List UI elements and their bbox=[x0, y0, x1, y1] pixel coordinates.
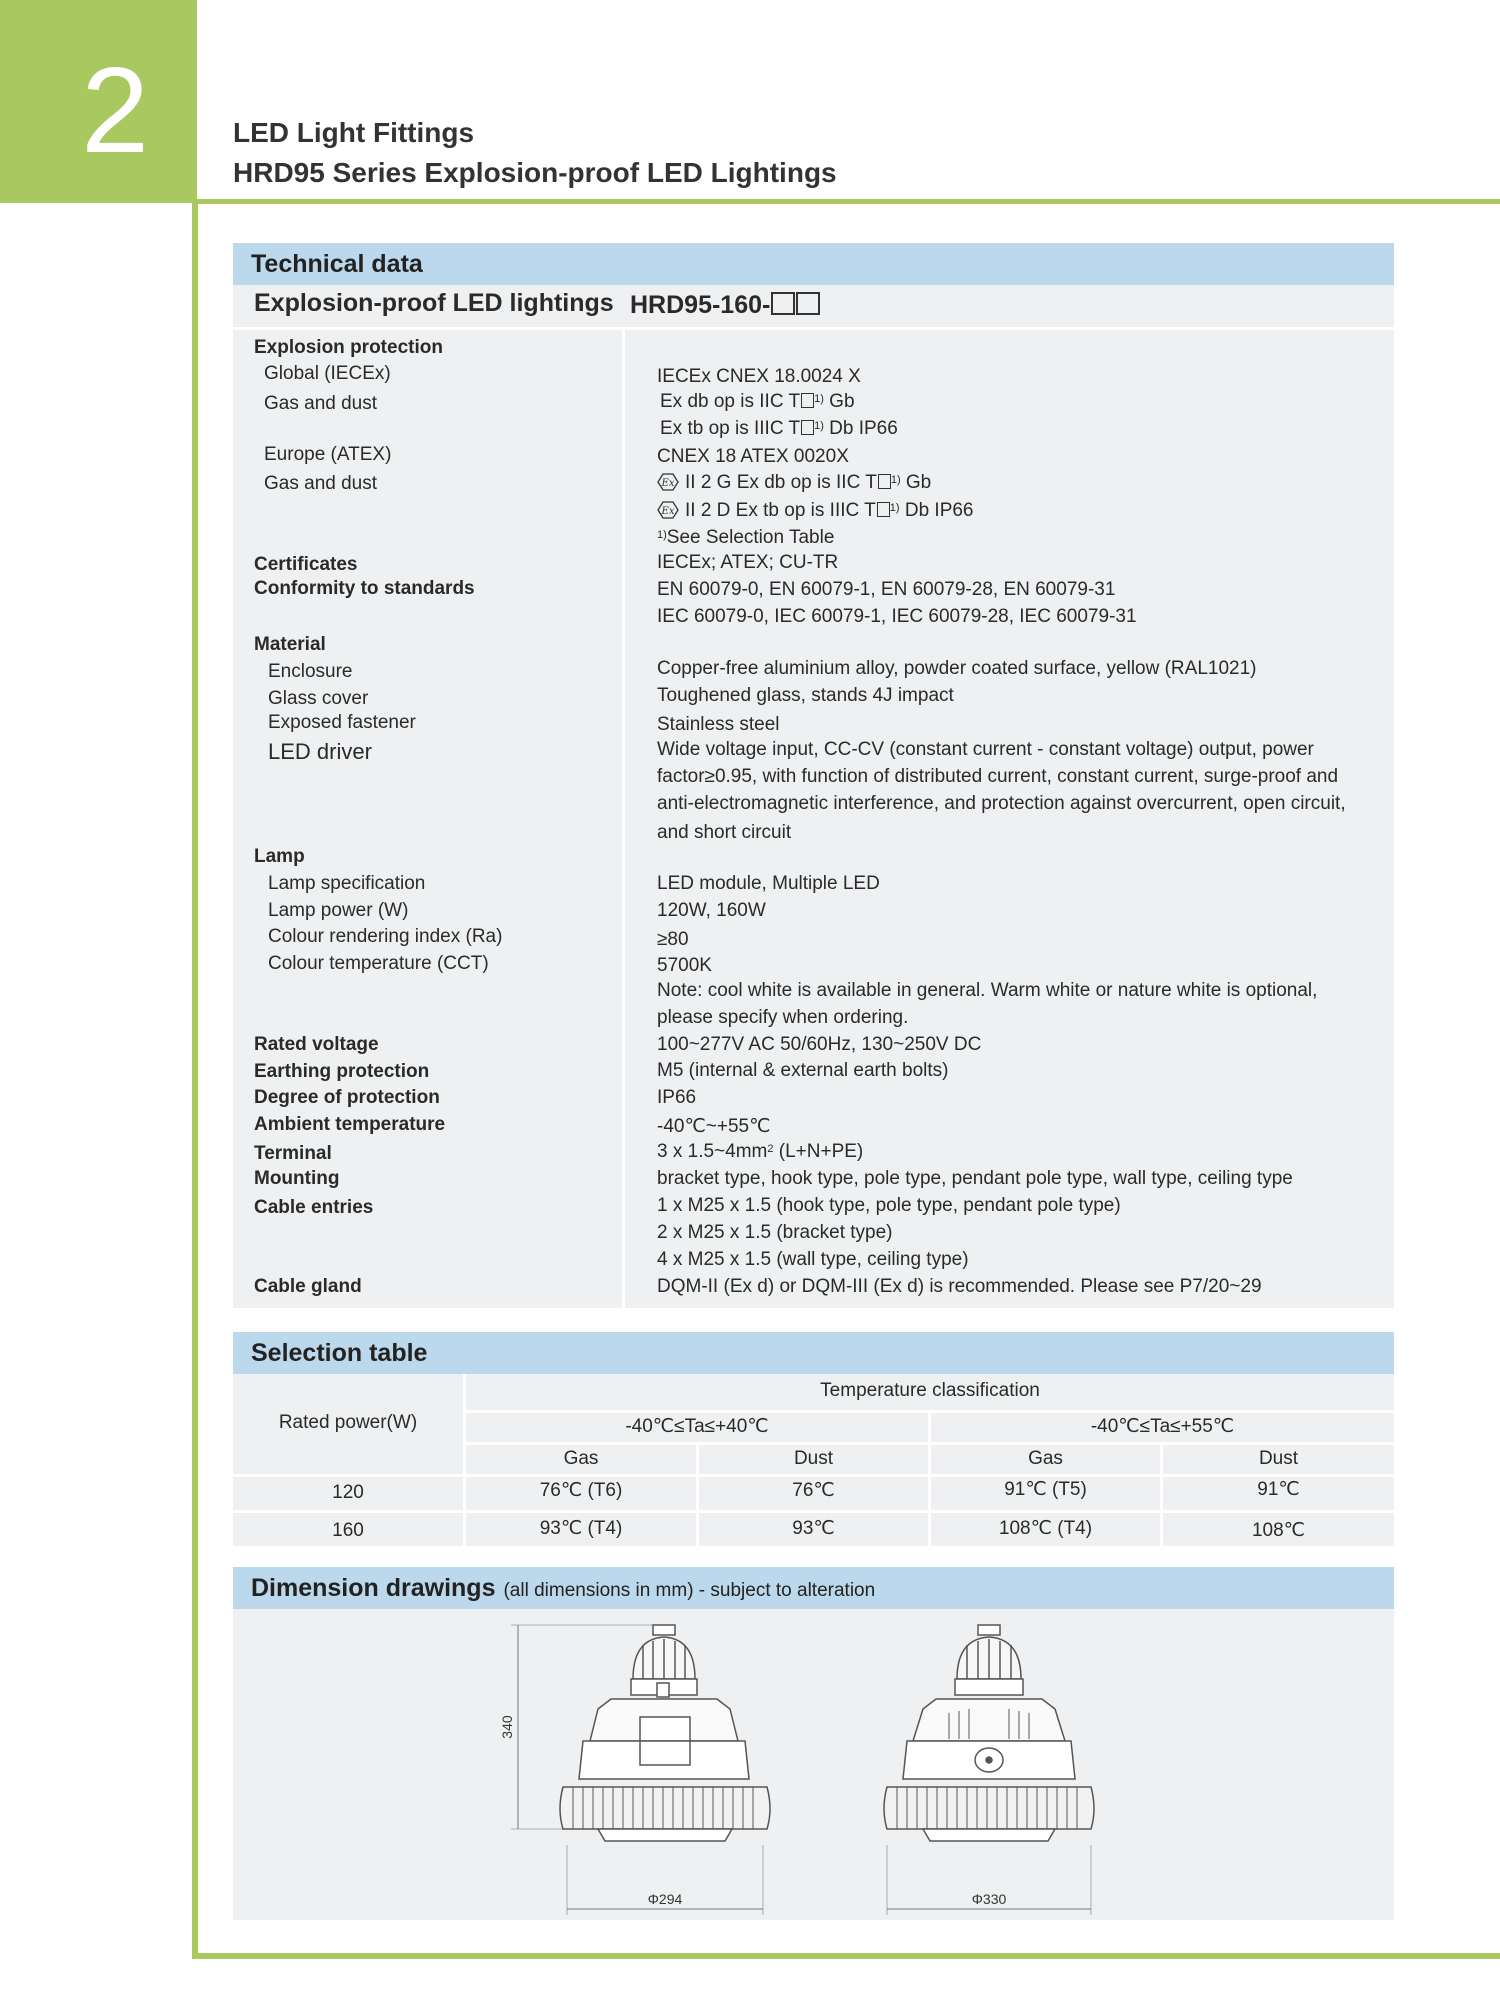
mounting-label: Mounting bbox=[254, 1168, 340, 1189]
explosion-protection-label: Explosion protection bbox=[254, 337, 443, 358]
dust-header-1: Dust bbox=[793, 1448, 834, 1469]
enclosure-label: Enclosure bbox=[268, 661, 353, 682]
global-label: Global (IECEx) bbox=[264, 363, 391, 384]
dimension-drawings-header bbox=[233, 1567, 1394, 1609]
lamp-power-label: Lamp power (W) bbox=[268, 900, 409, 921]
fastener-value: Stainless steel bbox=[657, 714, 780, 735]
gas-dust-label: Gas and dust bbox=[264, 393, 378, 414]
gas-header-2: Gas bbox=[1028, 1448, 1063, 1469]
selection-table-title: Selection table bbox=[251, 1339, 428, 1367]
chapter-number: 2 bbox=[81, 42, 149, 178]
note-line-2: please specify when ordering. bbox=[657, 1007, 909, 1028]
dimension-drawings-subtitle: (all dimensions in mm) - subject to alteration bbox=[503, 1580, 876, 1601]
earthing-value: M5 (internal & external earth bolts) bbox=[657, 1060, 949, 1081]
cri-label: Colour rendering index (Ra) bbox=[268, 926, 503, 947]
svg-text:Ex: Ex bbox=[661, 506, 675, 517]
technical-data-title: Technical data bbox=[251, 250, 423, 278]
product-label: Explosion-proof LED lightings bbox=[254, 289, 614, 317]
material-label: Material bbox=[254, 634, 326, 655]
cct-label: Colour temperature (CCT) bbox=[268, 953, 489, 974]
rated-power-header: Rated power(W) bbox=[278, 1412, 418, 1433]
page-title bbox=[233, 113, 837, 193]
terminal-value: 3 x $1.5\sim 4mm^2$ (L+N+PE) bbox=[657, 1141, 864, 1162]
dimension-drawings bbox=[233, 1609, 1394, 1920]
ambient-value: -40℃~+55℃ bbox=[657, 1116, 771, 1137]
technical-data-header bbox=[233, 243, 1394, 285]
height-dimension-label: 340 bbox=[499, 1715, 515, 1739]
conformity-value-1: EN 60079-0, EN 60079-1, EN 60079-28, EN 60079-31 bbox=[657, 579, 1116, 600]
iecex-gas-value: Ex db op is IIC T $^{1)}$ Gb bbox=[660, 391, 855, 412]
row-120-dust-1: 76℃ bbox=[792, 1480, 835, 1501]
row-120-power: 120 bbox=[332, 1482, 364, 1503]
driver-value-4: and short circuit bbox=[657, 822, 792, 843]
placeholder-box-icon bbox=[801, 420, 814, 435]
note-line-1: Note: cool white is available in general. Warm white or nature white is optional, bbox=[657, 980, 1318, 1001]
lamp-spec-label: Lamp specification bbox=[268, 873, 426, 894]
lamp-spec-value: LED module, Multiple LED bbox=[657, 873, 880, 894]
rated-voltage-value: 100~277V AC 50/60Hz, 130~250V DC bbox=[657, 1034, 982, 1055]
iecex-cert-value: IECEx CNEX 18.0024 X bbox=[657, 366, 861, 387]
row-160-dust-1: 93℃ bbox=[792, 1518, 835, 1539]
row-separator bbox=[233, 1510, 1394, 1513]
svg-text:Ex: Ex bbox=[661, 478, 675, 489]
degree-value: IP66 bbox=[657, 1087, 697, 1108]
row-120-gas-1: 76℃ (T6) bbox=[539, 1480, 623, 1501]
diameter-right-label: Φ330 bbox=[971, 1891, 1007, 1907]
rated-voltage-label: Rated voltage bbox=[254, 1034, 379, 1055]
driver-value-3: anti-electromagnetic interference, and protection against overcurrent, open circuit, bbox=[657, 793, 1346, 814]
cable-entries-value-2: 2 x M25 x 1.5 (bracket type) bbox=[657, 1222, 893, 1243]
driver-value-1: Wide voltage input, CC-CV (constant current - constant voltage) output, power bbox=[657, 739, 1314, 760]
dimension-drawings-title: Dimension drawings bbox=[251, 1574, 496, 1602]
cable-entries-value-1: 1 x M25 x 1.5 (hook type, pole type, pendant pole type) bbox=[657, 1195, 1121, 1216]
cable-entries-value-3: 4 x M25 x 1.5 (wall type, ceiling type) bbox=[657, 1249, 969, 1270]
cable-gland-value: DQM-II (Ex d) or DQM-III (Ex d) is recommended. Please see P7/20~29 bbox=[657, 1276, 1262, 1297]
ex-hexagon-icon bbox=[657, 501, 679, 519]
earthing-label: Earthing protection bbox=[254, 1061, 430, 1082]
diameter-left-label: Φ294 bbox=[647, 1891, 683, 1907]
placeholder-box-icon bbox=[877, 502, 890, 517]
title-line-2: HRD95 Series Explosion-proof LED Lightings bbox=[233, 157, 837, 188]
europe-label: Europe (ATEX) bbox=[264, 444, 392, 465]
row-160-power: 160 bbox=[332, 1520, 364, 1541]
cct-value: 5700K bbox=[657, 955, 712, 976]
lamp-power-value: 120W, 160W bbox=[657, 900, 766, 921]
placeholder-box-icon bbox=[801, 393, 814, 408]
certificates-label: Certificates bbox=[254, 554, 358, 575]
atex-gas-value: Ex II 2 G Ex db op is IIC T $^{1)}$ Gb bbox=[657, 471, 931, 495]
gas-dust-label-2: Gas and dust bbox=[264, 473, 378, 494]
row-120-gas-2: 91℃ (T5) bbox=[1004, 1479, 1087, 1500]
glass-value: Toughened glass, stands 4J impact bbox=[657, 685, 954, 706]
degree-label: Degree of protection bbox=[254, 1087, 440, 1108]
title-line-1: LED Light Fittings bbox=[233, 117, 475, 148]
placeholder-box-icon bbox=[796, 292, 820, 315]
glass-label: Glass cover bbox=[268, 688, 369, 709]
lamp-label: Lamp bbox=[254, 846, 305, 867]
fastener-label: Exposed fastener bbox=[268, 712, 416, 733]
iecex-dust-value: Ex tb op is IIIC T $^{1)}$ Db IP66 bbox=[660, 418, 898, 439]
placeholder-box-icon bbox=[878, 474, 891, 489]
footer-divider bbox=[192, 1953, 1500, 1959]
conformity-label: Conformity to standards bbox=[254, 578, 475, 599]
row-160-gas-1: 93℃ (T4) bbox=[539, 1518, 623, 1539]
selection-table-header bbox=[233, 1332, 1394, 1374]
driver-value-2: factor≥0.95, with function of distributed current, constant current, surge-proof and bbox=[657, 766, 1339, 787]
row-160-gas-2: 108℃ (T4) bbox=[998, 1518, 1093, 1539]
ambient-label: Ambient temperature bbox=[254, 1114, 446, 1135]
range-1-header: -40℃≤Ta≤+40℃ bbox=[625, 1416, 769, 1437]
dust-header-2: Dust bbox=[1258, 1448, 1299, 1469]
driver-label: LED driver bbox=[268, 739, 372, 764]
row-160-dust-2: 108℃ bbox=[1251, 1520, 1306, 1541]
mounting-value: bracket type, hook type, pole type, pendant pole type, wall type, ceiling type bbox=[657, 1168, 1293, 1189]
left-border-line bbox=[192, 200, 198, 1958]
product-subheader bbox=[233, 285, 1394, 327]
conformity-value-2: IEC 60079-0, IEC 60079-1, IEC 60079-28, IEC 60079-31 bbox=[657, 606, 1137, 627]
cable-gland-label: Cable gland bbox=[254, 1276, 362, 1297]
range-2-header: -40℃≤Ta≤+55℃ bbox=[1090, 1416, 1235, 1437]
row-120-dust-2: 91℃ bbox=[1257, 1479, 1300, 1500]
enclosure-value: Copper-free aluminium alloy, powder coated surface, yellow (RAL1021) bbox=[657, 658, 1257, 679]
header-divider bbox=[192, 199, 1500, 204]
ex-hexagon-icon bbox=[657, 473, 679, 491]
placeholder-box-icon bbox=[771, 292, 795, 315]
model-code: HRD95-160- bbox=[630, 291, 820, 320]
terminal-label: Terminal bbox=[254, 1143, 332, 1164]
gas-header-1: Gas bbox=[563, 1448, 599, 1469]
temp-class-header: Temperature classification bbox=[820, 1380, 1040, 1401]
front-view-drawing bbox=[511, 1625, 770, 1915]
column-separator bbox=[622, 330, 625, 1308]
atex-cert-value: CNEX 18 ATEX 0020X bbox=[657, 446, 849, 467]
atex-dust-value: Ex II 2 D Ex tb op is IIIC T $^{1)}$ Db IP66 bbox=[657, 499, 974, 523]
cri-value: ≥80 bbox=[657, 929, 689, 950]
row-separator bbox=[233, 1474, 1394, 1477]
cable-entries-label: Cable entries bbox=[254, 1197, 374, 1218]
certificates-value: IECEx; ATEX; CU-TR bbox=[657, 552, 839, 573]
side-view-drawing bbox=[884, 1625, 1094, 1915]
see-selection-note: $^{1)}$See Selection Table bbox=[657, 527, 835, 548]
